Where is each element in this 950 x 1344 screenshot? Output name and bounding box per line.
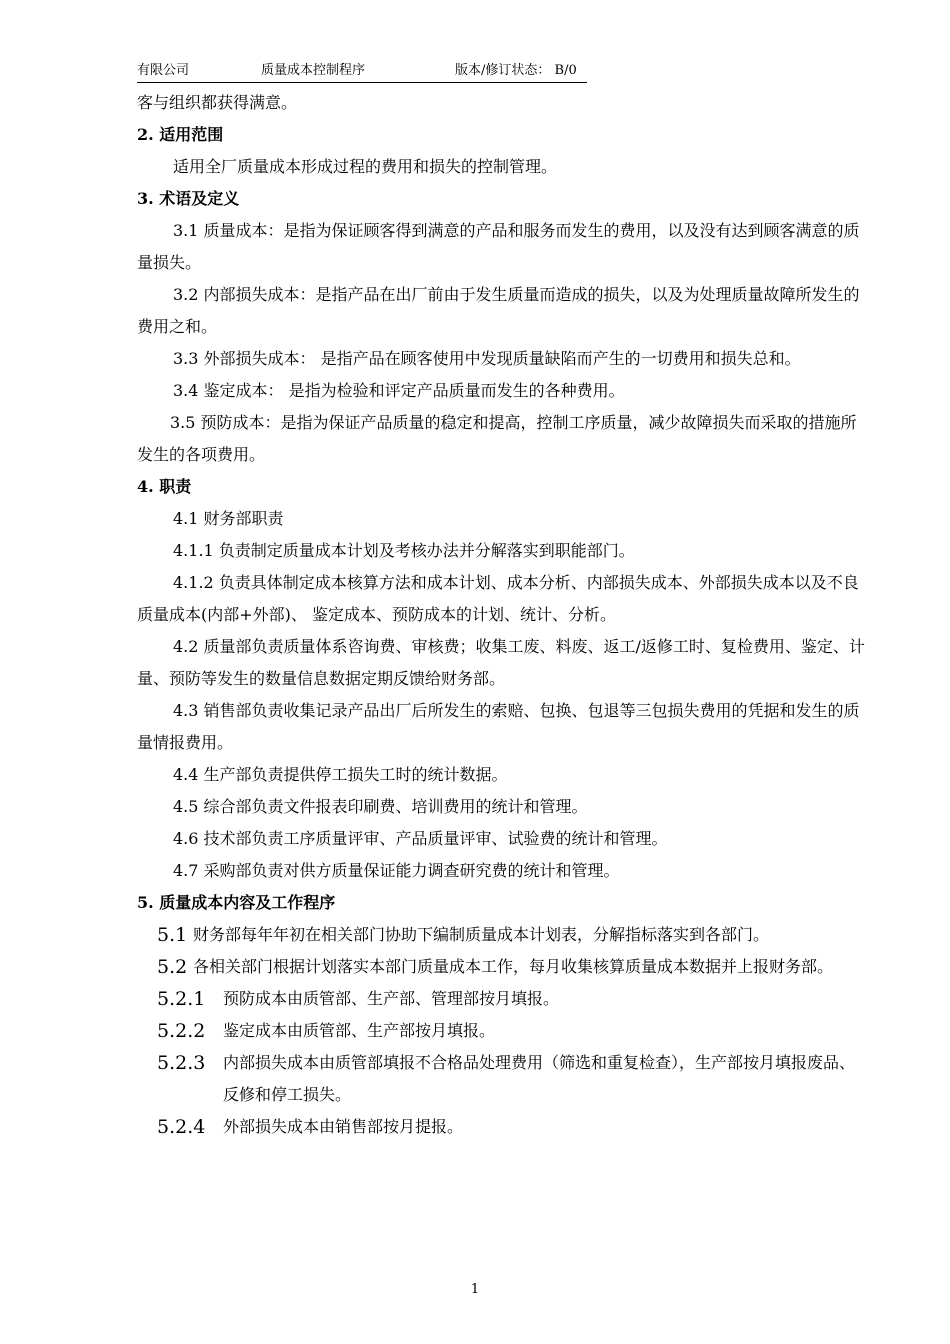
responsibility-4-5: 4.5 综合部负责文件报表印刷费、培训费用的统计和管理。 bbox=[173, 797, 588, 816]
procedure-item bbox=[137, 1111, 867, 1143]
page-header bbox=[137, 62, 587, 83]
procedure-item bbox=[137, 919, 867, 951]
procedure-item bbox=[137, 951, 867, 983]
intro-tail: 客与组织都获得满意。 bbox=[137, 93, 298, 112]
procedure-item bbox=[137, 983, 867, 1015]
responsibility-4-1-2: 4.1.2 负责具体制定成本核算方法和成本计划、成本分析、内部损失成本、外部损失成本以及不良质量成本(内部+外部)、 鉴定成本、预防成本的计划、统计、分析。 bbox=[137, 573, 859, 624]
procedure-number: 5.2 bbox=[157, 956, 188, 978]
procedure-number: 5.2.1 bbox=[157, 988, 206, 1010]
procedure-number: 5.2.4 bbox=[157, 1116, 206, 1138]
procedure-number: 5.2.2 bbox=[157, 1020, 206, 1042]
definition-3-2: 3.2 内部损失成本：是指产品在出厂前由于发生质量而造成的损失，以及为处理质量故障所发生的费用之和。 bbox=[137, 285, 860, 336]
definition-3-1: 3.1 质量成本：是指为保证顾客得到满意的产品和服务而发生的费用，以及没有达到顾客满意的质量损失。 bbox=[137, 221, 860, 272]
document-body bbox=[137, 87, 867, 1143]
section-2-heading: 2. 适用范围 bbox=[137, 125, 224, 144]
header-doc-title: 质量成本控制程序 bbox=[261, 63, 366, 78]
procedure-text: 内部损失成本由质管部填报不合格品处理费用（筛选和重复检查），生产部按月填报废品、反修和停工损失。 bbox=[223, 1053, 856, 1104]
responsibility-4-1: 4.1 财务部职责 bbox=[173, 509, 284, 528]
procedure-number: 5.1 bbox=[157, 924, 188, 946]
page-number: 1 bbox=[470, 1282, 480, 1297]
responsibility-4-3: 4.3 销售部负责收集记录产品出厂后所发生的索赔、包换、包退等三包损失费用的凭据和发生的质量情报费用。 bbox=[137, 701, 860, 752]
procedure-number: 5.2.3 bbox=[157, 1052, 206, 1074]
procedure-item bbox=[137, 1015, 867, 1047]
procedure-text: 鉴定成本由质管部、生产部按月填报。 bbox=[223, 1021, 496, 1040]
procedure-text: 外部损失成本由销售部按月提报。 bbox=[223, 1117, 464, 1136]
header-version: 版本/修订状态： B/0 bbox=[455, 63, 577, 78]
procedure-text: 财务部每年年初在相关部门协助下编制质量成本计划表，分解指标落实到各部门。 bbox=[193, 925, 770, 944]
procedure-text: 各相关部门根据计划落实本部门质量成本工作，每月收集核算质量成本数据并上报财务部。 bbox=[193, 957, 834, 976]
definition-3-3: 3.3 外部损失成本： 是指产品在顾客使用中发现质量缺陷而产生的一切费用和损失总和。 bbox=[173, 349, 801, 368]
responsibility-4-4: 4.4 生产部负责提供停工损失工时的统计数据。 bbox=[173, 765, 508, 784]
procedure-text: 预防成本由质管部、生产部、管理部按月填报。 bbox=[223, 989, 560, 1008]
definition-3-4: 3.4 鉴定成本： 是指为检验和评定产品质量而发生的各种费用。 bbox=[173, 381, 625, 400]
section-4-heading: 4. 职责 bbox=[137, 477, 192, 496]
procedure-item bbox=[137, 1047, 867, 1111]
section-3-heading: 3. 术语及定义 bbox=[137, 189, 240, 208]
header-company: 有限公司 bbox=[137, 63, 190, 78]
responsibility-4-2: 4.2 质量部负责质量体系咨询费、审核费；收集工废、料废、返工/返修工时、复检费用、鉴定、计量、预防等发生的数量信息数据定期反馈给财务部。 bbox=[137, 637, 865, 688]
responsibility-4-6: 4.6 技术部负责工序质量评审、产品质量评审、试验费的统计和管理。 bbox=[173, 829, 668, 848]
responsibility-4-7: 4.7 采购部负责对供方质量保证能力调查研究费的统计和管理。 bbox=[173, 861, 620, 880]
responsibility-4-1-1: 4.1.1 负责制定质量成本计划及考核办法并分解落实到职能部门。 bbox=[173, 541, 635, 560]
definition-3-5: 3.5 预防成本：是指为保证产品质量的稳定和提高，控制工序质量，减少故障损失而采取的措施所发生的各项费用。 bbox=[137, 413, 857, 464]
section-5-heading: 5. 质量成本内容及工作程序 bbox=[137, 893, 336, 912]
section-2-text: 适用全厂质量成本形成过程的费用和损失的控制管理。 bbox=[173, 157, 558, 176]
